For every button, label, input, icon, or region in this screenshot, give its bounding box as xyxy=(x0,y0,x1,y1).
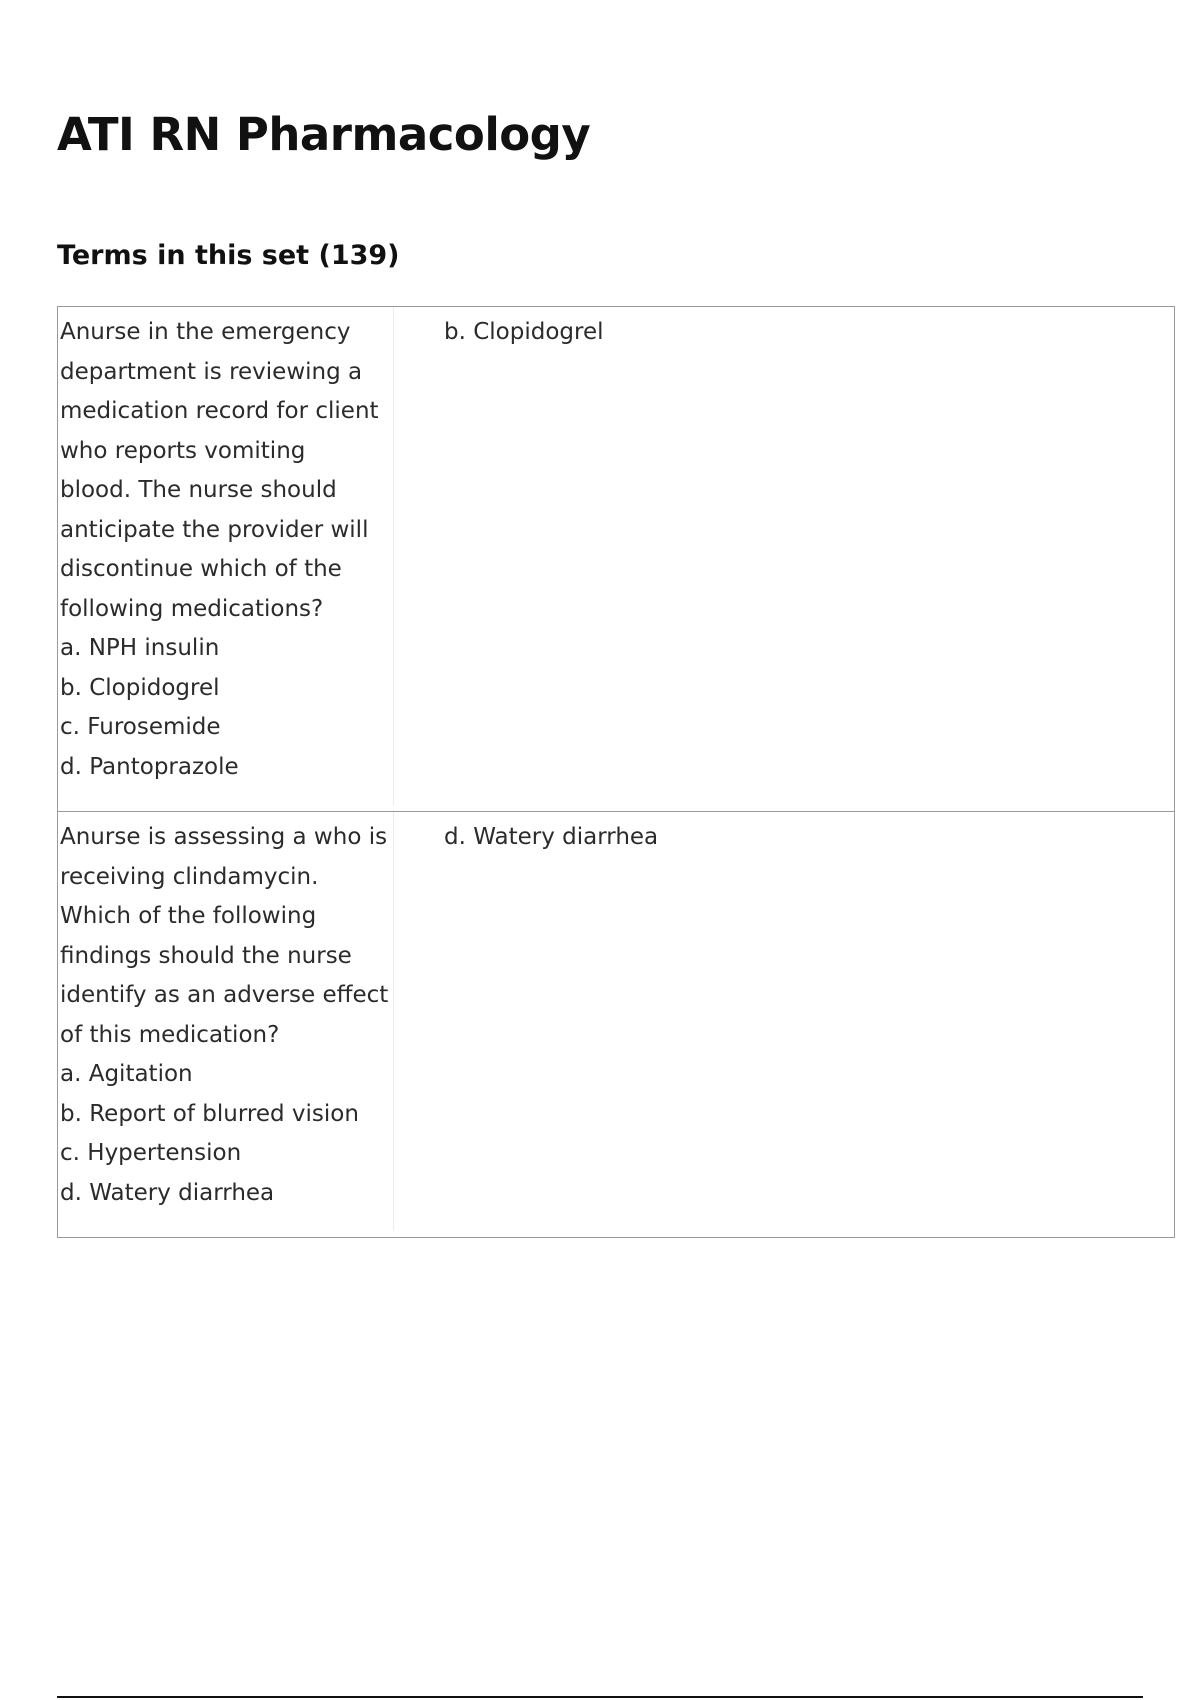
answer-option: c. Furosemide xyxy=(60,714,221,740)
question-line: of this medication? xyxy=(60,1021,280,1048)
answer-option: d. Pantoprazole xyxy=(60,753,239,780)
question-line: anticipate the provider will xyxy=(60,516,369,543)
question-line: blood. The nurse should xyxy=(60,477,337,503)
terms-table xyxy=(57,306,1175,1238)
answer-option: a. Agitation xyxy=(60,1061,193,1087)
question-cell xyxy=(58,812,394,1231)
question-line: identify as an adverse effect xyxy=(60,982,389,1008)
page-title: ATI RN Pharmacology xyxy=(57,108,591,161)
terms-count-heading: Terms in this set (139) xyxy=(57,240,400,271)
question-line: Anurse is assessing a who is xyxy=(60,824,388,850)
answer-cell: b. Clopidogrel xyxy=(444,319,604,345)
question-line: discontinue which of the xyxy=(60,556,342,582)
question-line: who reports vomiting xyxy=(60,437,306,464)
question-line: medication record for client xyxy=(60,398,379,424)
answer-option: c. Hypertension xyxy=(60,1140,242,1166)
question-line: Anurse in the emergency xyxy=(60,319,351,345)
term-row xyxy=(58,307,1174,812)
question-line: Which of the following xyxy=(60,903,317,929)
answer-option: b. Report of blurred vision xyxy=(60,1100,359,1127)
question-line: findings should the nurse xyxy=(60,942,352,969)
question-line: following medications? xyxy=(60,595,324,622)
question-cell xyxy=(58,307,394,805)
term-row xyxy=(58,812,1174,1237)
answer-cell: d. Watery diarrhea xyxy=(444,824,659,850)
answer-option: b. Clopidogrel xyxy=(60,674,220,701)
answer-option: a. NPH insulin xyxy=(60,635,220,661)
question-line: department is reviewing a xyxy=(60,358,363,385)
footer-divider xyxy=(57,1696,1143,1698)
question-line: receiving clindamycin. xyxy=(60,863,319,890)
answer-option: d. Watery diarrhea xyxy=(60,1179,275,1206)
